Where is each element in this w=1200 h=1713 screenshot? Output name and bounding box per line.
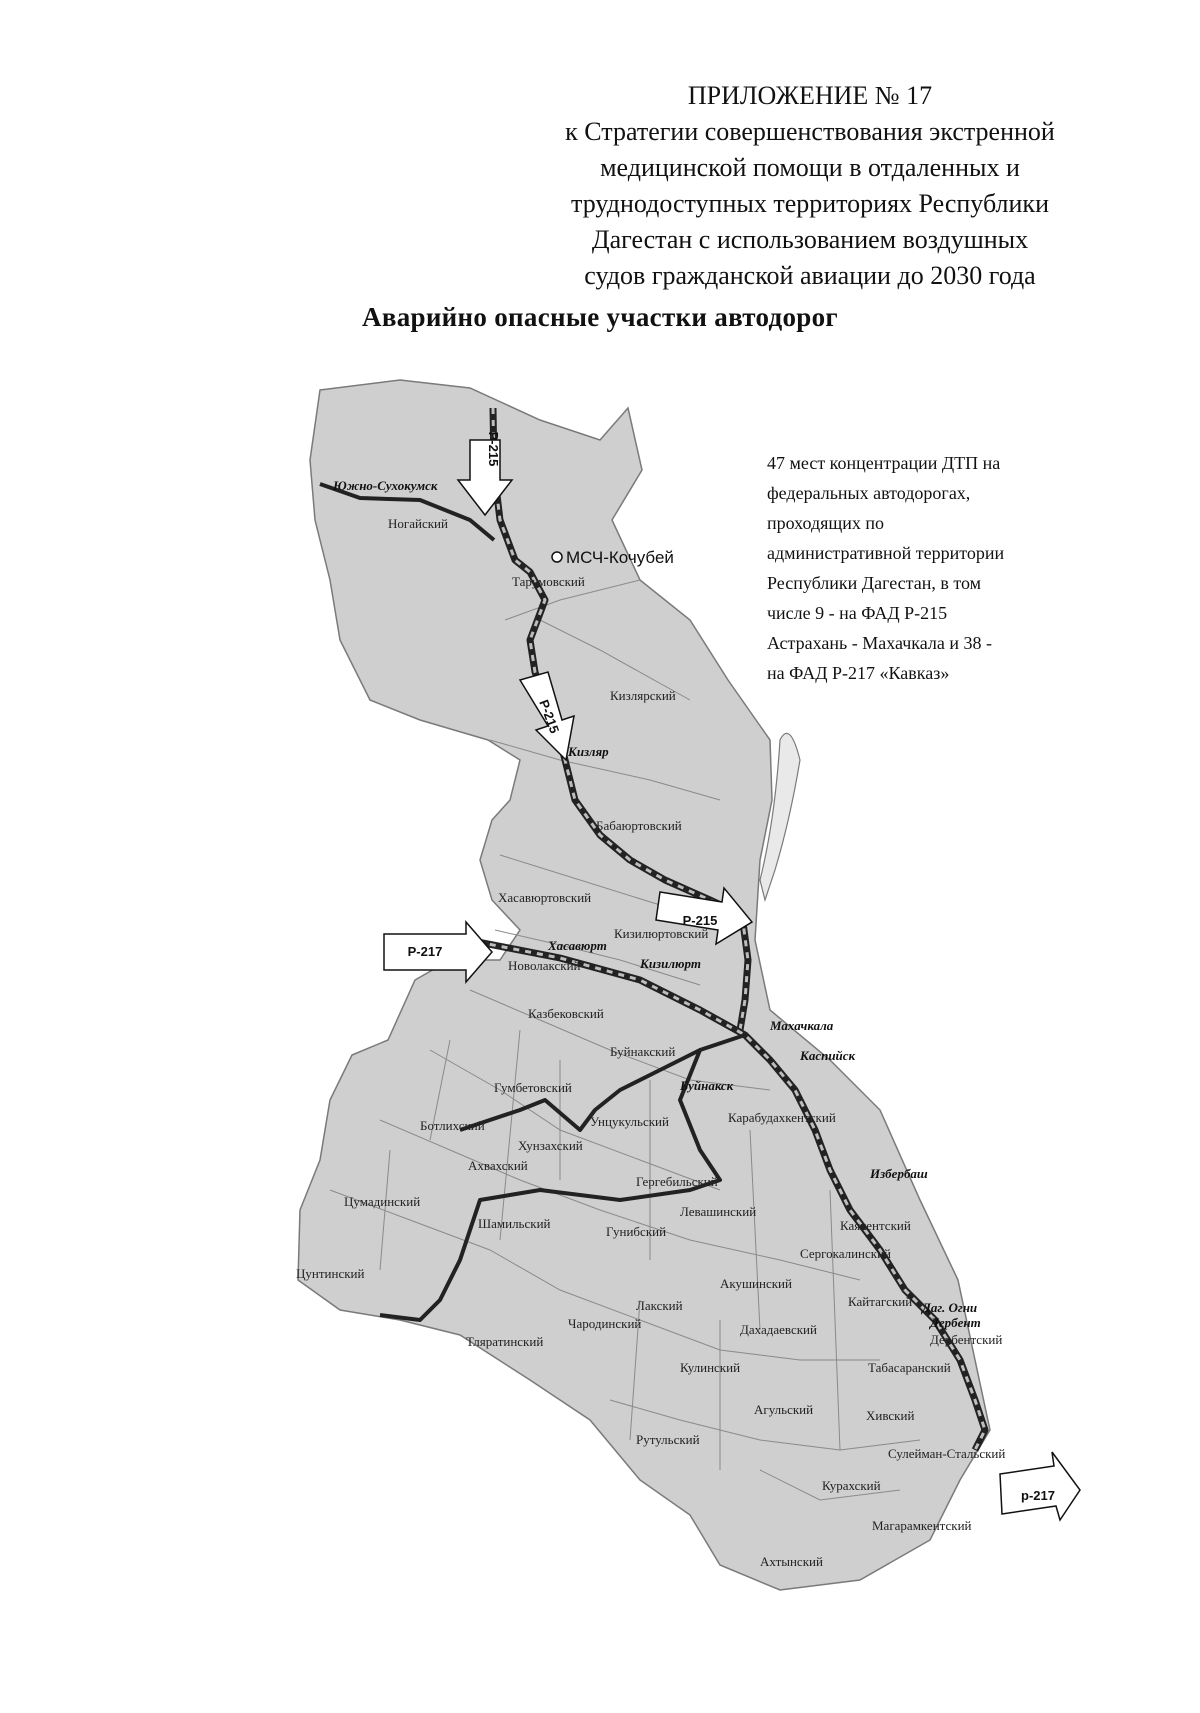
district-khivsky: Хивский [866, 1408, 915, 1423]
district-levashinsky: Левашинский [680, 1204, 757, 1219]
city-dagogni: Даг. Огни [922, 1300, 978, 1315]
district-agulsky: Агульский [754, 1402, 814, 1417]
msch-kochubey-label: МСЧ-Кочубей [566, 548, 674, 567]
district-untsukulsky: Унцукульский [590, 1114, 669, 1129]
note-line-1: 47 мест концентрации ДТП на [767, 453, 1001, 473]
district-dakhadaevsky: Дахадаевский [740, 1322, 817, 1337]
district-kayakentsky: Каякентский [840, 1218, 911, 1233]
accident-sites-note [767, 448, 1067, 688]
appendix-number: ПРИЛОЖЕНИЕ № 17 [687, 81, 933, 110]
district-tlyaratinsky: Тляратинский [466, 1334, 544, 1349]
district-kurakhsky: Курахский [822, 1478, 881, 1493]
r215-mid-label: Р-215 [536, 697, 563, 736]
note-line-6: числе 9 - на ФАД Р-215 [767, 603, 948, 623]
district-tarumovsky: Тарумовский [512, 574, 585, 589]
district-akhtynsky: Ахтынский [760, 1554, 823, 1569]
district-buynaksky: Буйнакский [610, 1044, 676, 1059]
city-yuzhno-sukhokumsk: Южно-Сухокумск [333, 478, 438, 493]
city-khasavyurt: Хасавюрт [548, 938, 607, 953]
district-botlikhsky: Ботлихский [420, 1118, 485, 1133]
city-kaspiysk: Каспийск [800, 1048, 856, 1063]
district-gunibsky: Гунибский [606, 1224, 667, 1239]
district-derbentsky: Дербентский [930, 1332, 1003, 1347]
city-kizilyurt: Кизилюрт [640, 956, 701, 971]
district-novolaksky: Новолакский [508, 958, 581, 973]
r217-south-label: р-217 [1021, 1488, 1055, 1503]
district-gumbetovsky: Гумбетовский [494, 1080, 572, 1095]
district-rutulsky: Рутульский [636, 1432, 700, 1447]
district-kazbekovsky: Казбековский [528, 1006, 604, 1021]
r215-top-label: Р-215 [486, 431, 501, 467]
district-sergokalinsky: Сергокалинский [800, 1246, 892, 1261]
appendix-line-3: труднодоступных территориях Республики [571, 189, 1049, 218]
district-khunzakhsky: Хунзахский [518, 1138, 583, 1153]
district-tsuntinsky: Цунтинский [296, 1266, 365, 1281]
r215-east-label: Р-215 [682, 913, 718, 928]
district-kizlyarsky: Кизлярский [610, 688, 676, 703]
district-akushinsky: Акушинский [720, 1276, 792, 1291]
city-derbent: Дербент [930, 1315, 981, 1330]
city-buynaksk: Буйнакск [680, 1078, 734, 1093]
note-line-2: федеральных автодорогах, [767, 483, 971, 503]
note-line-3: проходящих по [767, 513, 885, 533]
city-kizlyar: Кизляр [568, 744, 609, 759]
note-line-5: Республики Дагестан, в том [767, 573, 982, 593]
city-izberbash: Избербаш [870, 1166, 928, 1181]
district-shamilsky: Шамильский [478, 1216, 551, 1231]
district-khasavyurtovsky: Хасавюртовский [498, 890, 592, 905]
district-magaramkentsky: Магарамкентский [872, 1518, 972, 1533]
district-kizilyurtovsky: Кизилюртовский [614, 926, 709, 941]
appendix-line-5: судов гражданской авиации до 2030 года [584, 261, 1036, 290]
district-tabasaransky: Табасаранский [868, 1360, 951, 1375]
r217-west-label: Р-217 [407, 944, 443, 959]
district-gergebilsky: Гергебильский [636, 1174, 718, 1189]
district-kulinsky: Кулинский [680, 1360, 741, 1375]
note-line-7: Астрахань - Махачкала и 38 - [767, 633, 992, 653]
appendix-line-4: Дагестан с использованием воздушных [591, 225, 1029, 254]
district-suleyman-stalsky: Сулейман-Стальский [888, 1446, 1006, 1461]
district-karabudakhkentsky: Карабудахкентский [728, 1110, 836, 1125]
district-akhvakhsky: Ахвахский [468, 1158, 528, 1173]
map-title: Аварийно опасные участки автодорог [362, 302, 838, 332]
note-line-8: на ФАД Р-217 «Кавказ» [767, 663, 950, 683]
district-tsumadinsky: Цумадинский [344, 1194, 421, 1209]
appendix-line-1: к Стратегии совершенствования экстренной [565, 117, 1055, 146]
note-line-4: административной территории [767, 543, 1005, 563]
district-laksky: Лакский [636, 1298, 683, 1313]
r217-south-arrow [1000, 1452, 1080, 1520]
city-makhachkala: Махачкала [770, 1018, 834, 1033]
district-charodinsky: Чародинский [568, 1316, 642, 1331]
district-kaytagsky: Кайтагский [848, 1294, 913, 1309]
msch-kochubey-marker [552, 548, 674, 567]
district-babayurtovsky: Бабаюртовский [596, 818, 682, 833]
appendix-line-2: медицинской помощи в отдаленных и [600, 153, 1020, 182]
district-nogaysky: Ногайский [388, 516, 448, 531]
